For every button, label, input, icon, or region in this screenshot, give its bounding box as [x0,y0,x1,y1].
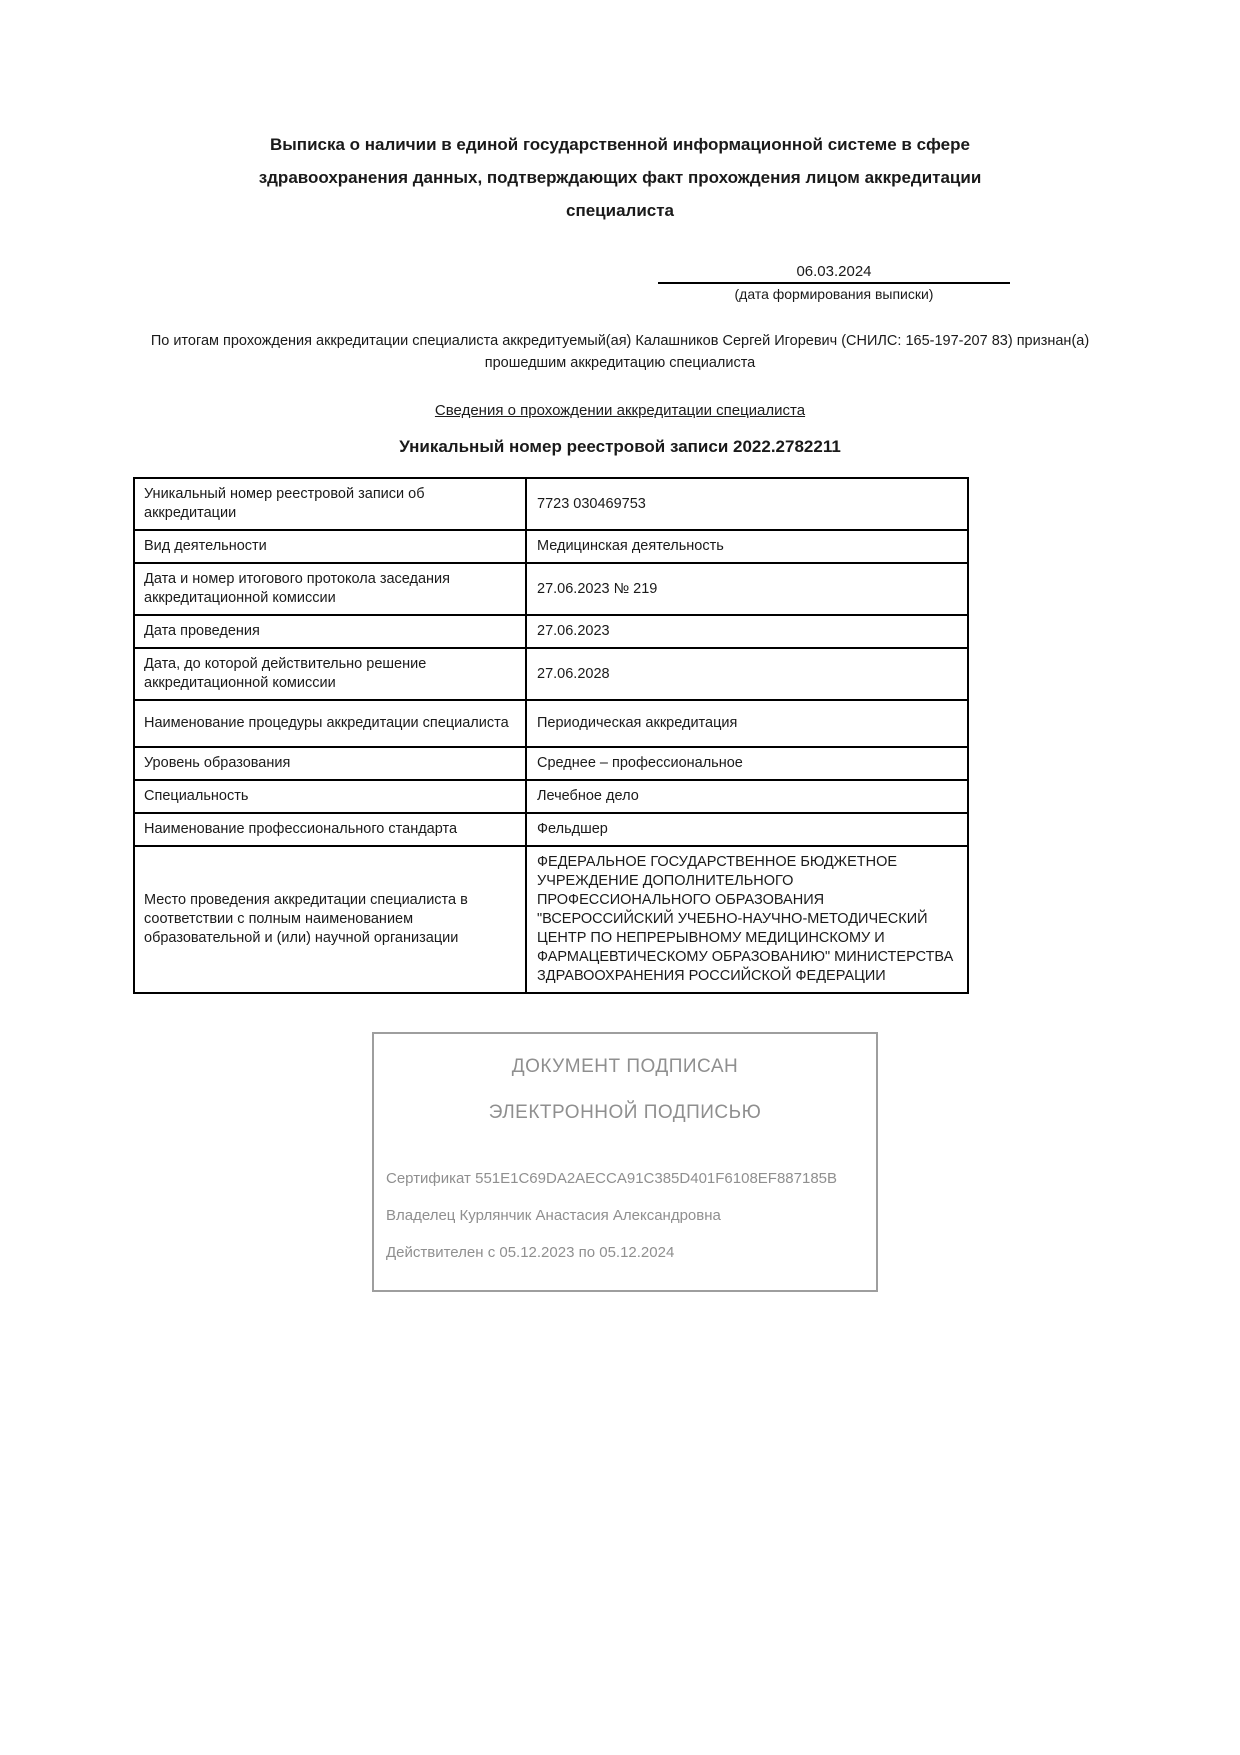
section-heading: Сведения о прохождении аккредитации специалиста [434,402,806,419]
row-value: Лечебное дело [526,780,968,813]
table-row [134,648,968,700]
extract-date: 06.03.2024 [658,263,1010,284]
row-label: Наименование процедуры аккредитации специалиста [134,700,526,747]
row-label: Уникальный номер реестровой записи об аккредитации [134,478,526,530]
row-value: 27.06.2023 [526,615,968,648]
row-label: Место проведения аккредитации специалиста в соответствии с полным наименованием образовательной и (или) научной организации [134,846,526,993]
row-label: Уровень образования [134,747,526,780]
signature-validity: Действителен с 05.12.2023 по 05.12.2024 [386,1244,675,1261]
row-value: 27.06.2023 № 219 [526,563,968,615]
intro-paragraph: По итогам прохождения аккредитации специалиста аккредитуемый(ая) Калашников Сергей Игоревич (СНИЛС: 165-197-207 83) признан(а) прошедшим аккредитацию специалиста [150,333,1090,371]
signature-title-line2: ЭЛЕКТРОННОЙ ПОДПИСЬЮ [488,1102,762,1123]
table-row [134,615,968,648]
row-value: 7723 030469753 [526,478,968,530]
accreditation-table [133,477,969,994]
table-row [134,780,968,813]
row-label: Дата проведения [134,615,526,648]
table-row [134,700,968,747]
table-row [134,478,968,530]
signature-certificate: Сертификат 551E1C69DA2AECCA91C385D401F6108EF887185B [386,1170,838,1187]
table-row [134,530,968,563]
row-value: Фельдшер [526,813,968,846]
row-value: ФЕДЕРАЛЬНОЕ ГОСУДАРСТВЕННОЕ БЮДЖЕТНОЕ УЧРЕЖДЕНИЕ ДОПОЛНИТЕЛЬНОГО ПРОФЕССИОНАЛЬНОГО ОБРАЗОВАНИЯ "ВСЕРОССИЙСКИЙ УЧЕБНО-НАУЧНО-МЕТОДИЧЕСКИЙ ЦЕНТР ПО НЕПРЕРЫВНОМУ МЕДИЦИНСКОМУ И ФАРМАЦЕВТИЧЕСКОМУ ОБРАЗОВАНИЮ" МИНИСТЕРСТВА ЗДРАВООХРАНЕНИЯ РОССИЙСКОЙ ФЕДЕРАЦИИ [526,846,968,993]
row-value: Среднее – профессиональное [526,747,968,780]
table-row [134,747,968,780]
row-value: Медицинская деятельность [526,530,968,563]
row-value: Периодическая аккредитация [526,700,968,747]
registry-number-heading: Уникальный номер реестровой записи 2022.2782211 [399,437,841,456]
electronic-signature-stamp [372,1032,878,1292]
row-label: Вид деятельности [134,530,526,563]
row-value: 27.06.2028 [526,648,968,700]
row-label: Наименование профессионального стандарта [134,813,526,846]
page-title: Выписка о наличии в единой государственной информационной системе в сфере здравоохранения данных, подтверждающих факт прохождения лицом аккредитации специалиста [258,135,982,220]
row-label: Дата, до которой действительно решение аккредитационной комиссии [134,648,526,700]
table-row [134,846,968,993]
signature-owner: Владелец Курлянчик Анастасия Александровна [386,1207,721,1224]
signature-title-line1: ДОКУМЕНТ ПОДПИСАН [511,1056,739,1077]
date-block [658,263,1010,302]
table-row [134,563,968,615]
table-row [134,813,968,846]
row-label: Дата и номер итогового протокола заседания аккредитационной комиссии [134,563,526,615]
extract-date-caption: (дата формирования выписки) [734,286,934,302]
row-label: Специальность [134,780,526,813]
